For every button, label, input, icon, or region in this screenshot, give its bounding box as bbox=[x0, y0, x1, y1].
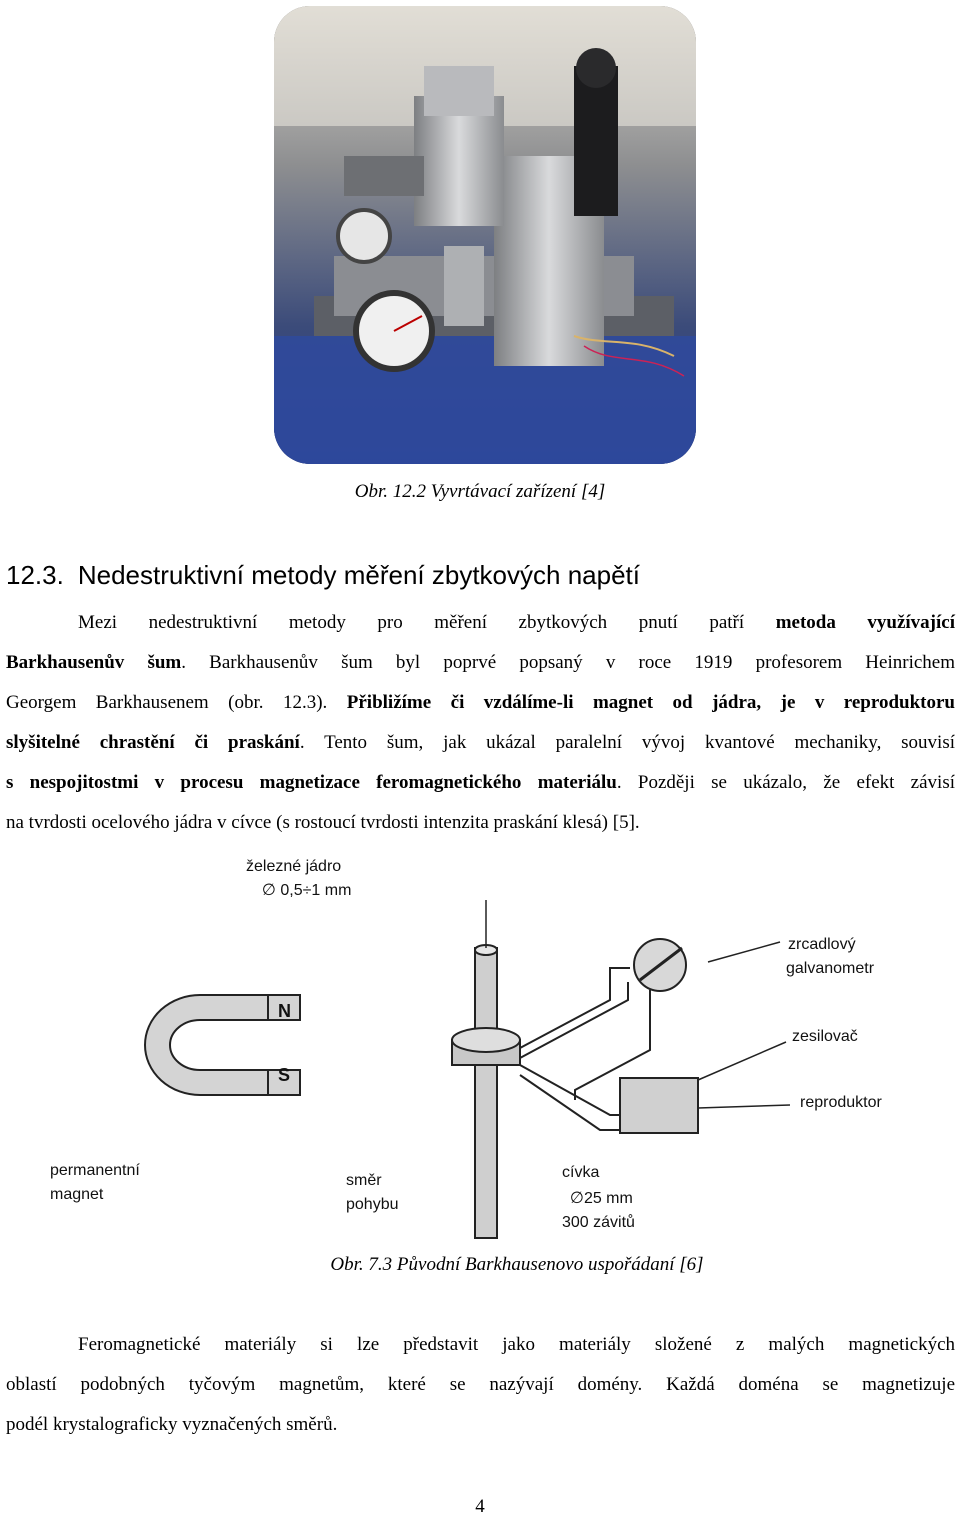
paragraph-domains bbox=[6, 1325, 955, 1445]
paragraph-line: Feromagnetické materiály si lze představit jako materiály složené z malých magnetických bbox=[78, 1334, 955, 1355]
section-heading bbox=[6, 560, 640, 591]
paragraph-line: na tvrdosti ocelového jádra v cívce (s rostoucí tvrdosti intenzita praskání klesá) [5]. bbox=[6, 812, 640, 833]
magnet-label-2: magnet bbox=[50, 1186, 104, 1203]
photo-caption: Obr. 12.2 Vyvrtávací zařízení [4] bbox=[354, 481, 606, 502]
paragraph-line: s nespojitostmi v procesu magnetizace feromagnetického materiálu. Později se ukázalo, že efekt závisí bbox=[6, 772, 955, 793]
galvanometer-label-2: galvanometr bbox=[786, 960, 875, 977]
paragraph-line: Georgem Barkhausenem (obr. 12.3). Přibližíme či vzdálíme-li magnet od jádra, je v reproduktoru bbox=[6, 692, 955, 713]
boring-machine-photo bbox=[274, 6, 696, 464]
magnet-label-1: permanentní bbox=[50, 1162, 140, 1179]
machine-photo-graphic bbox=[274, 6, 696, 464]
core-label: železné jádro bbox=[246, 858, 342, 875]
amplifier-label: zesilovač bbox=[792, 1028, 858, 1045]
amplifier-box bbox=[620, 1078, 698, 1133]
page-number: 4 bbox=[475, 1496, 485, 1517]
direction-label-2: pohybu bbox=[346, 1196, 399, 1213]
section-title: Nedestruktivní metody měření zbytkových napětí bbox=[77, 560, 640, 590]
direction-label-1: směr bbox=[346, 1172, 382, 1189]
coil-label-1: cívka bbox=[562, 1164, 600, 1181]
diagram-caption: Obr. 7.3 Původní Barkhausenovo uspořádaní [6] bbox=[330, 1254, 704, 1275]
iron-core-rod bbox=[475, 948, 497, 1238]
paragraph-line: oblastí podobných tyčovým magnetům, které se nazývají domény. Každá doména se magnetizuje bbox=[6, 1374, 955, 1395]
north-pole-label: N bbox=[278, 1001, 291, 1021]
paragraph-barkhausen bbox=[6, 603, 955, 843]
section-number: 12.3. bbox=[6, 560, 64, 590]
coil-label-3: 300 závitů bbox=[562, 1214, 635, 1231]
core-dimension: ∅ 0,5÷1 mm bbox=[262, 882, 352, 899]
paragraph-line: slyšitelné chrastění či praskání. Tento šum, jak ukázal paralelní vývoj kvantové mechaniky, souvisí bbox=[6, 732, 955, 753]
paragraph-line: podél krystalograficky vyznačených směrů. bbox=[6, 1414, 338, 1435]
south-pole-label: S bbox=[278, 1065, 291, 1085]
barkhausen-diagram bbox=[0, 850, 960, 1250]
permanent-magnet bbox=[145, 995, 300, 1095]
coil-label-2: ∅25 mm bbox=[570, 1190, 633, 1207]
galvanometer-label-1: zrcadlový bbox=[788, 936, 856, 953]
paragraph-line: Barkhausenův šum. Barkhausenův šum byl poprvé popsaný v roce 1919 profesorem Heinrichem bbox=[6, 652, 955, 673]
speaker-label: reproduktor bbox=[800, 1094, 882, 1111]
paragraph-line: Mezi nedestruktivní metody pro měření zbytkových pnutí patří metoda využívající bbox=[78, 612, 955, 633]
